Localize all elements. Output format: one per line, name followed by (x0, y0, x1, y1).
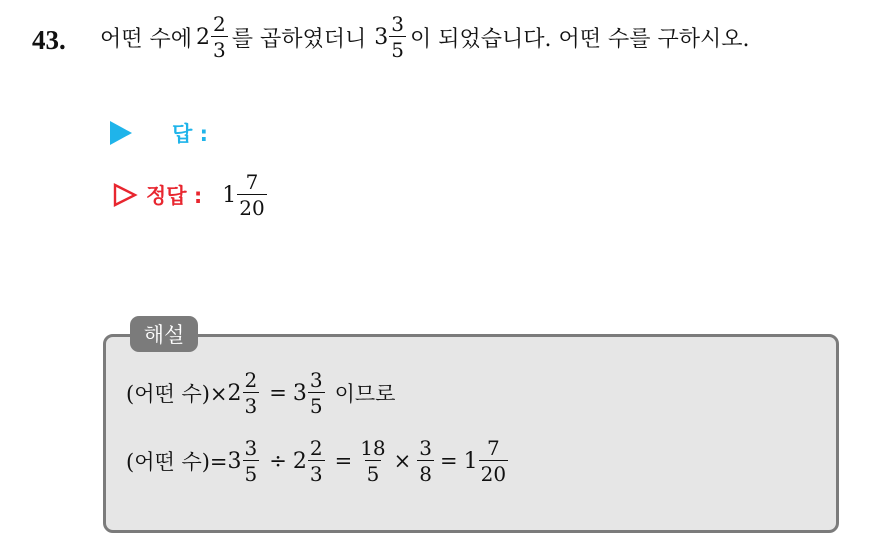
question-number: 43. (32, 25, 66, 55)
fraction-numerator: 2 (309, 436, 323, 460)
fraction-denominator: 3 (244, 394, 258, 418)
question-text (100, 14, 750, 60)
fraction-numerator: 2 (244, 368, 258, 392)
correct-answer-row (112, 172, 271, 218)
solution-line2-fraction-5 (464, 438, 508, 484)
solution-line-1 (126, 370, 395, 416)
fraction-denominator: 5 (244, 462, 258, 486)
fraction-denominator: 20 (480, 462, 507, 486)
solution-line2-fraction-1 (228, 438, 260, 484)
multiply-sign: × (393, 449, 412, 473)
correct-denominator: 20 (239, 196, 265, 220)
equals-sign: = (334, 449, 353, 473)
fraction-denominator: 5 (309, 394, 323, 418)
result-numerator: 3 (391, 12, 404, 36)
fraction-whole: 3 (292, 380, 307, 406)
multiplier-denominator: 3 (213, 38, 226, 62)
outline-triangle-icon (112, 182, 138, 208)
answer-row (110, 118, 208, 148)
play-triangle-icon (110, 121, 132, 145)
solution-line2-fraction-4 (417, 438, 434, 484)
fraction-numerator: 7 (486, 436, 500, 460)
solution-line1-fraction-2 (293, 370, 325, 416)
fraction-numerator: 3 (244, 436, 258, 460)
fraction-numerator: 18 (360, 436, 386, 460)
equals-sign: = (269, 381, 287, 405)
question-text-before: 어떤 수에 (100, 26, 193, 52)
result-fraction (374, 14, 406, 60)
correct-numerator: 7 (245, 170, 259, 194)
fraction-numerator: 3 (309, 368, 323, 392)
question-text-middle: 를 곱하였더니 (231, 26, 367, 52)
fraction-whole: 2 (227, 380, 242, 406)
fraction-whole: 3 (227, 448, 242, 474)
fraction-denominator: 5 (366, 462, 380, 486)
solution-tag: 해설 (130, 316, 198, 352)
multiplier-fraction (196, 14, 228, 60)
solution-box (103, 334, 839, 533)
correct-answer-label: 정답 : (146, 184, 203, 208)
fraction-denominator: 3 (309, 462, 323, 486)
solution-line-2 (126, 438, 512, 484)
answer-label: 답 : (172, 122, 208, 146)
question-text-after: 이 되었습니다. 어떤 수를 구하시오. (410, 26, 750, 52)
fraction-denominator: 8 (419, 462, 432, 486)
equals-sign: = (440, 449, 458, 473)
solution-line2-lhs: (어떤 수)= (126, 450, 228, 474)
result-whole: 3 (374, 24, 389, 50)
solution-line1-lhs: (어떤 수)× (126, 382, 228, 406)
fraction-numerator: 3 (419, 436, 432, 460)
solution-line1-fraction-1 (228, 370, 260, 416)
solution-line2-fraction-2 (293, 438, 325, 484)
correct-answer-value (222, 172, 266, 218)
fraction-whole: 1 (463, 448, 478, 474)
correct-whole: 1 (222, 182, 237, 208)
divide-sign: ÷ (269, 449, 287, 473)
multiplier-numerator: 2 (213, 12, 226, 36)
result-denominator: 5 (391, 38, 404, 62)
solution-line2-fraction-3 (358, 438, 387, 484)
fraction-whole: 2 (292, 448, 307, 474)
multiplier-whole: 2 (196, 24, 211, 50)
solution-line1-tail: 이므로 (334, 382, 396, 406)
